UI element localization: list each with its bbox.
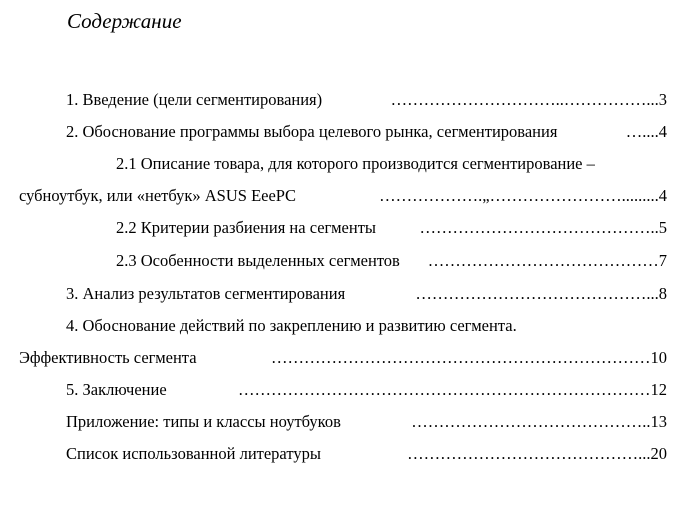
toc-entry (66, 90, 667, 110)
toc-entry-text: 5. Заключение (66, 380, 167, 399)
toc-entry-leader: ……………………………………... (415, 284, 659, 303)
toc-entry-text: субноутбук, или «нетбук» ASUS EeePC (19, 186, 296, 205)
toc-entry (66, 380, 667, 400)
toc-entry-page: 10 (650, 348, 667, 367)
toc-entry-page: 5 (658, 218, 667, 237)
toc-entry-text: 2.3 Особенности выделенных сегментов (116, 251, 400, 270)
toc-entry (66, 122, 667, 142)
toc-entry-continuation (19, 348, 667, 368)
toc-entry-page: 8 (658, 284, 667, 303)
toc-entry-text: Список использованной литературы (66, 444, 321, 463)
toc-entry-text: 3. Анализ результатов сегментирования (66, 284, 346, 303)
toc-entry-page: 20 (650, 444, 667, 463)
toc-entry-text: 1. Введение (цели сегментирования) (66, 90, 323, 109)
toc-entry-leader: ….... (625, 122, 659, 141)
toc-entry-text: Эффективность сегмента (19, 348, 197, 367)
toc-entry-leader: …………………………………….. (419, 218, 659, 237)
toc-entry (66, 284, 667, 304)
toc-entry-leader: ……………….„……………………......... (379, 186, 659, 205)
toc-entry-leader: ………………………………………………………………… (238, 380, 651, 399)
toc-entry (116, 154, 667, 174)
toc-entry-leader: ……………………………………... (407, 444, 651, 463)
toc-entry-leader: …………………………..……………... (390, 90, 659, 109)
toc-entry-page: 3 (658, 90, 667, 109)
toc-entry-page: 12 (650, 380, 667, 399)
toc-entry-continuation (19, 186, 667, 206)
toc-entry-page: 4 (658, 186, 667, 205)
toc-entry-text: 2. Обоснование программы выбора целевого рынка, сегментирования (66, 122, 558, 141)
toc-entry-text: 4. Обоснование действий по закреплению и развитию сегмента. (66, 316, 517, 335)
toc-entry-page: 4 (658, 122, 667, 141)
toc-entry (66, 444, 667, 464)
toc-entry (116, 251, 667, 271)
toc-entry (66, 316, 667, 336)
toc-entry (66, 412, 667, 432)
toc-entry-text: 2.1 Описание товара, для которого производится сегментирование – (116, 154, 595, 173)
toc-entry-text: Приложение: типы и классы ноутбуков (66, 412, 341, 431)
toc-entry-text: 2.2 Критерии разбиения на сегменты (116, 218, 376, 237)
toc-entry-page: 7 (658, 251, 667, 270)
toc-entry (116, 218, 667, 238)
toc-entry-leader: …………………………………….. (411, 412, 651, 431)
toc-heading: Содержание (67, 9, 182, 33)
toc-entry-leader: …………………………………… (427, 251, 659, 270)
toc-entry-leader: …………………………………………………………… (271, 348, 651, 367)
toc-entry-page: 13 (650, 412, 667, 431)
